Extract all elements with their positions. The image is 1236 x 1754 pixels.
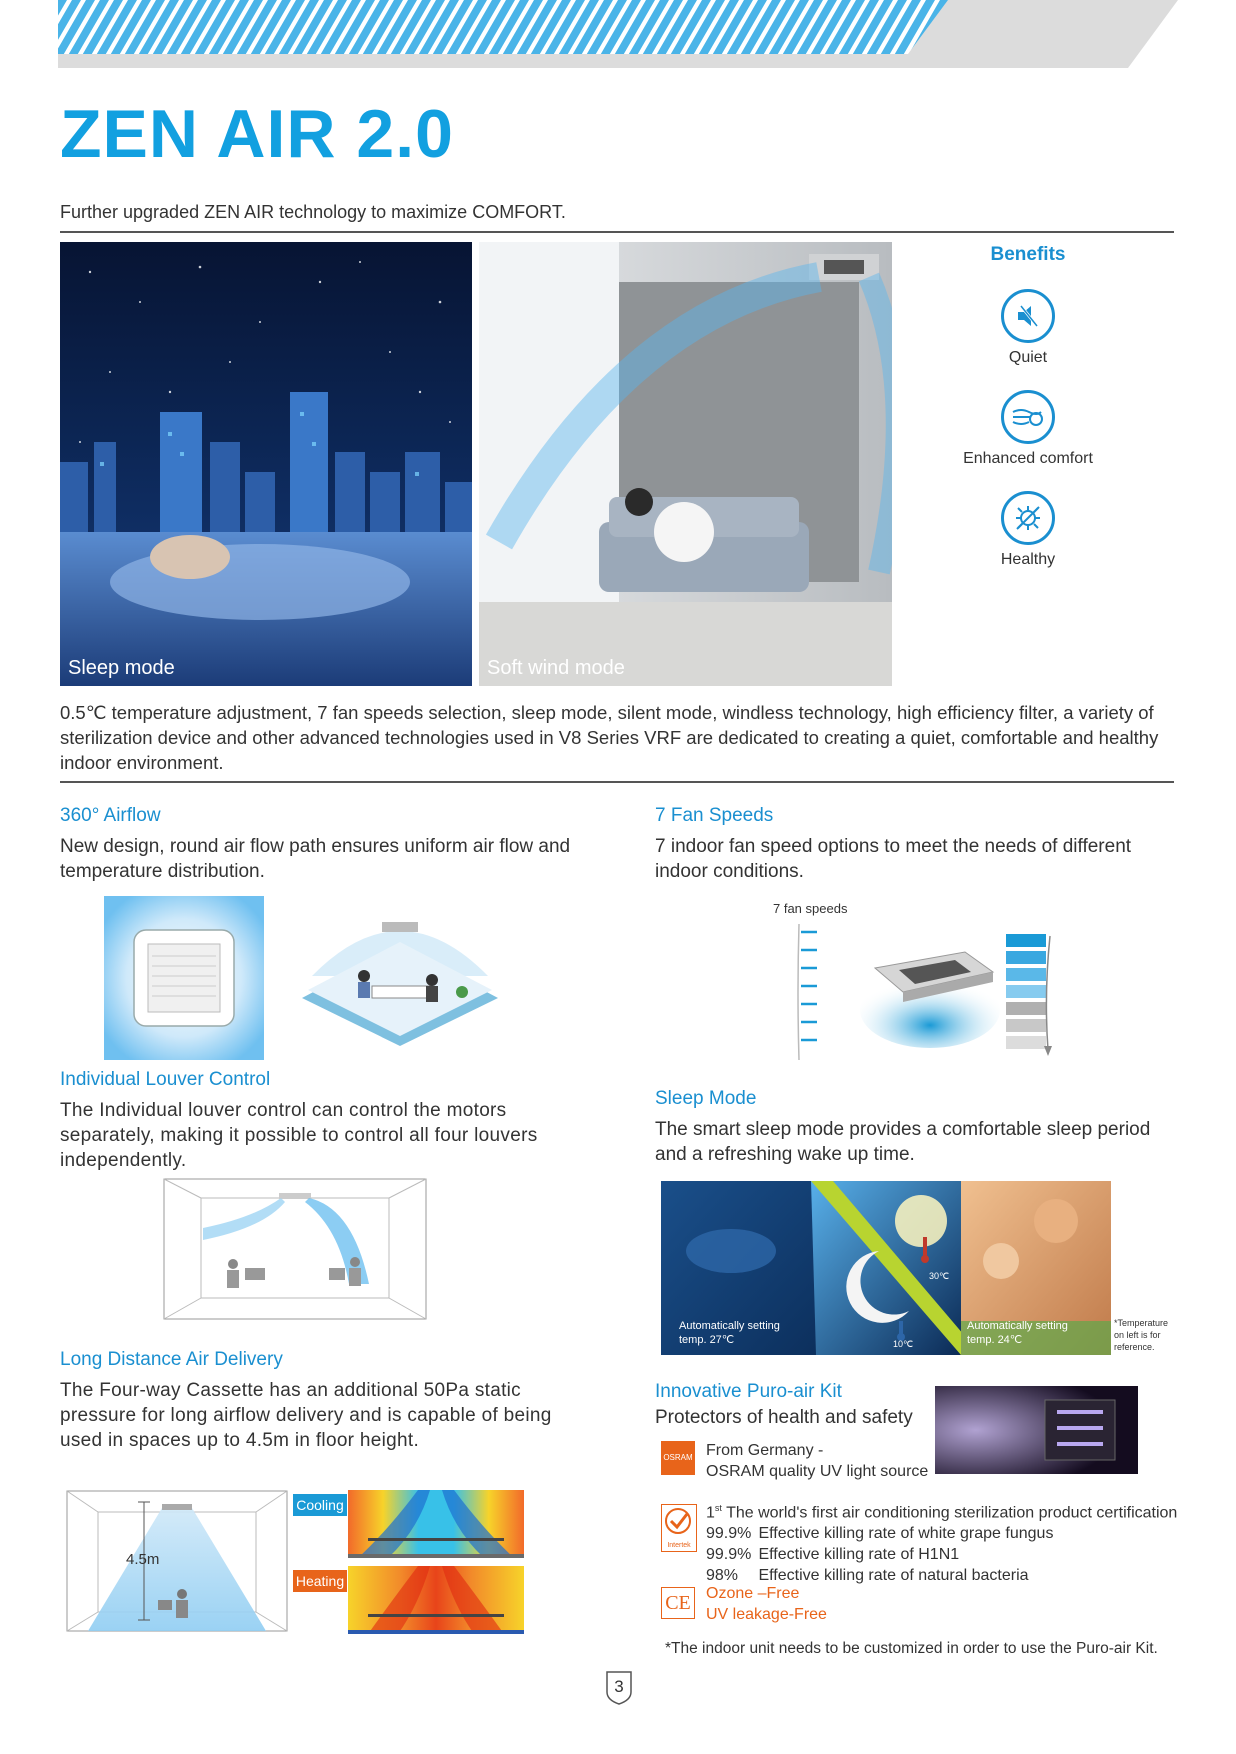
mute-speaker-icon <box>1001 289 1055 343</box>
benefit-comfort <box>928 390 1128 468</box>
sleep-auto-setting-1 <box>679 1319 780 1347</box>
kill-rate-text: Effective killing rate of H1N1 <box>758 1546 960 1564</box>
benefit-quiet <box>928 289 1128 367</box>
sleep-mode-heading: Sleep Mode <box>655 1088 757 1109</box>
auto-setting-temp: temp. 27℃ <box>679 1334 735 1346</box>
benefit-label: Enhanced comfort <box>963 450 1093 467</box>
kill-rate-text: Effective killing rate of natural bacteria <box>758 1567 1029 1585</box>
cert-superscript: st <box>714 1503 722 1513</box>
long-distance-heading: Long Distance Air Delivery <box>60 1349 283 1370</box>
osram-logo: OSRAM <box>661 1441 695 1475</box>
sleep-mode-text: The smart sleep mode provides a comfortable sleep period and a refreshing wake up time. <box>655 1119 1151 1165</box>
safety-claims <box>706 1583 827 1625</box>
louver-heading: Individual Louver Control <box>60 1069 271 1090</box>
kill-rate-percent: 99.9% <box>706 1525 752 1543</box>
sleep-high-temp: 30℃ <box>929 1271 950 1281</box>
certification-block <box>706 1498 1177 1586</box>
checkmark-icon <box>662 1505 695 1537</box>
ozone-free-text: Ozone –Free <box>706 1585 800 1602</box>
puro-subheading: Protectors of health and safety <box>655 1407 913 1428</box>
soft-wind-caption: Soft wind mode <box>487 657 625 679</box>
auto-setting-label: Automatically setting <box>679 1320 780 1332</box>
divider <box>60 781 1174 783</box>
no-germs-icon <box>1001 491 1055 545</box>
intertek-logo <box>661 1504 697 1552</box>
sleep-auto-setting-2 <box>967 1319 1068 1347</box>
sleep-mode-caption: Sleep mode <box>68 657 175 679</box>
soft-wind-photo <box>479 242 892 686</box>
kill-rate-row <box>706 1544 1177 1565</box>
airflow-text: New design, round air flow path ensures uniform air flow and temperature distribution. <box>60 836 571 882</box>
kill-rate-row <box>706 1523 1177 1544</box>
puro-heading: Innovative Puro-air Kit <box>655 1381 842 1402</box>
auto-setting-temp: temp. 24℃ <box>967 1334 1023 1346</box>
cassette-unit-illustration <box>855 940 1005 1052</box>
benefit-healthy <box>928 491 1128 569</box>
kill-rate-percent: 98% <box>706 1567 739 1585</box>
long-distance-room-illustration <box>66 1490 288 1632</box>
louver-room-illustration <box>163 1178 427 1320</box>
sleep-mode-photo <box>60 242 472 686</box>
divider <box>60 231 1174 233</box>
fan-speeds-heading: 7 Fan Speeds <box>655 805 774 826</box>
germany-text: From Germany - <box>706 1442 824 1459</box>
ce-mark-logo: CE <box>661 1587 695 1619</box>
osram-origin <box>706 1440 928 1482</box>
intro-paragraph: 0.5℃ temperature adjustment, 7 fan speeds selection, sleep mode, silent mode, windless technology, high efficiency filter, a variety of sterilization device and other advanced technologies used in V8 Series VRF are dedicated to creating a quiet, comfortable and healthy indoor environment. <box>60 702 1159 773</box>
uv-light-photo <box>935 1386 1138 1474</box>
sleep-temperature-note: *Temperature on left is for reference. <box>1114 1318 1169 1352</box>
auto-setting-label: Automatically setting <box>967 1320 1068 1332</box>
sleep-low-temp: 10℃ <box>893 1339 914 1349</box>
kill-rate-percent: 99.9% <box>706 1546 752 1564</box>
header-banner <box>58 0 1178 68</box>
uv-free-text: UV leakage-Free <box>706 1606 827 1623</box>
fan-speeds-label: 7 fan speeds <box>773 901 848 916</box>
benefit-label: Healthy <box>1000 551 1056 568</box>
cassette-360-illustration <box>104 896 264 1060</box>
down-arrow-icon <box>1034 934 1054 1058</box>
louver-text: The Individual louver control can control the motors separately, making it possible to control all four louvers independently. <box>60 1100 538 1171</box>
fan-speeds-text: 7 indoor fan speed options to meet the needs of different indoor conditions. <box>655 836 1132 882</box>
fan-speed-bars <box>1006 934 1054 1058</box>
long-distance-text: The Four-way Cassette has an additional 50Pa static pressure for long airflow delivery and is capable of being used in spaces up to 4.5m in floor height. <box>60 1380 552 1451</box>
airflow-heading: 360° Airflow <box>60 805 161 826</box>
benefit-label: Quiet <box>1008 349 1048 366</box>
page-subtitle: Further upgraded ZEN AIR technology to maximize COMFORT. <box>60 202 566 222</box>
office-airflow-illustration <box>302 906 498 1046</box>
kill-rate-text: Effective killing rate of white grape fungus <box>758 1525 1054 1543</box>
cooling-thermal-map <box>348 1490 524 1558</box>
cert-text: The world's first air conditioning sterilization product certification <box>726 1504 1178 1522</box>
certification-line <box>706 1498 1177 1523</box>
puro-footnote: *The indoor unit needs to be customized in order to use the Puro-air Kit. <box>665 1640 1158 1657</box>
cert-number: 1 <box>706 1504 715 1522</box>
page-title: ZEN AIR 2.0 <box>60 96 454 172</box>
sleep-mode-illustration <box>661 1181 1111 1355</box>
airflow-icon <box>1001 390 1055 444</box>
heating-thermal-map <box>348 1566 524 1634</box>
fan-speed-scale <box>795 922 825 1062</box>
osram-text: OSRAM quality UV light source <box>706 1463 929 1480</box>
heating-badge: Heating <box>293 1570 347 1592</box>
cooling-badge: Cooling <box>293 1494 347 1516</box>
page-number: 3 <box>614 1677 624 1696</box>
benefits-heading: Benefits <box>990 244 1066 265</box>
intertek-label: Intertek <box>667 1542 691 1549</box>
height-label: 4.5m <box>126 1551 160 1568</box>
